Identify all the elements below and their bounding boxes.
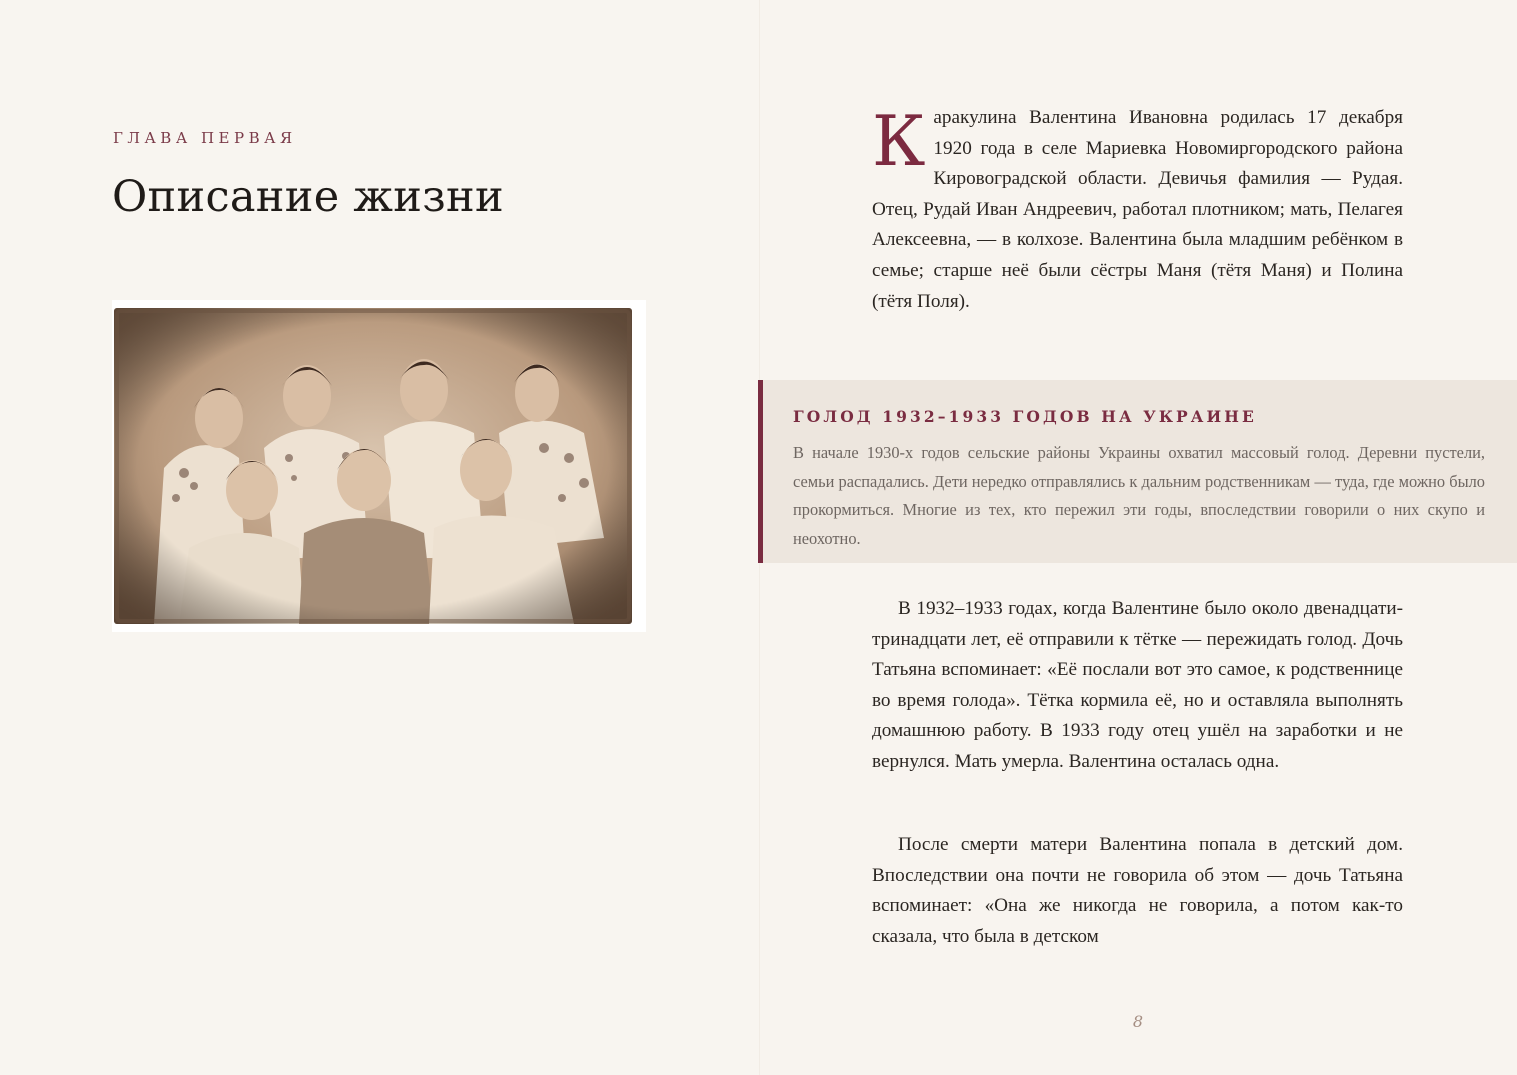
chapter-label: ГЛАВА ПЕРВАЯ [113,129,297,147]
sidebar-box [758,380,1517,563]
photo-frame [112,300,646,632]
sidebar-text: В начале 1930-х годов сельские районы Украины охватил массовый голод. Деревни пустели, семьи распадались. Дети нередко отправлялись к дальним родственникам — туда, где можно было прокормиться. Многие из тех, кто пережил эти годы, впоследствии говорили о них скупо и неохотно. [793,443,1485,548]
page-number: 8 [1132,1012,1144,1031]
chapter-title: Описание жизни [112,172,504,222]
family-photo [114,308,632,624]
intro-paragraph-text: аракулина Валентина Ивановна родилась 17 декабря 1920 года в селе Мариевка Новомиргородского района Кировоградской области. Девичья фамилия — Рудая. Отец, Рудай Иван Андреевич, работал плотником; мать, Пелагея Алексеевна, — в колхозе. Валентина была младшим ребёнком в семье; старше неё были сёстры Маня (тётя Маня) и Полина (тётя Поля). [872,107,1403,312]
body-paragraph: После смерти матери Валентина попала в детский дом. Впоследствии она почти не говорила об этом — дочь Татьяна вспоминает: «Она же никогда не говорила, а потом как-то сказала, что была в детском [872,834,1403,947]
intro-paragraph [872,103,1403,317]
drop-cap: К [872,102,926,182]
sidebar-title: ГОЛОД 1932–1933 ГОДОВ НА УКРАИНЕ [793,407,1257,426]
body-paragraph: В 1932–1933 годах, когда Валентине было около двенадцати-тринадцати лет, её отправили к тётке — пережидать голод. Дочь Татьяна вспоминает: «Её послали вот это самое, к родственнице во время голода». Тётка кормила её, но и оставляла выполнять домашнюю работу. В 1933 году отец ушёл на заработки и не вернулся. Мать умерла. Валентина осталась одна. [872,598,1403,772]
